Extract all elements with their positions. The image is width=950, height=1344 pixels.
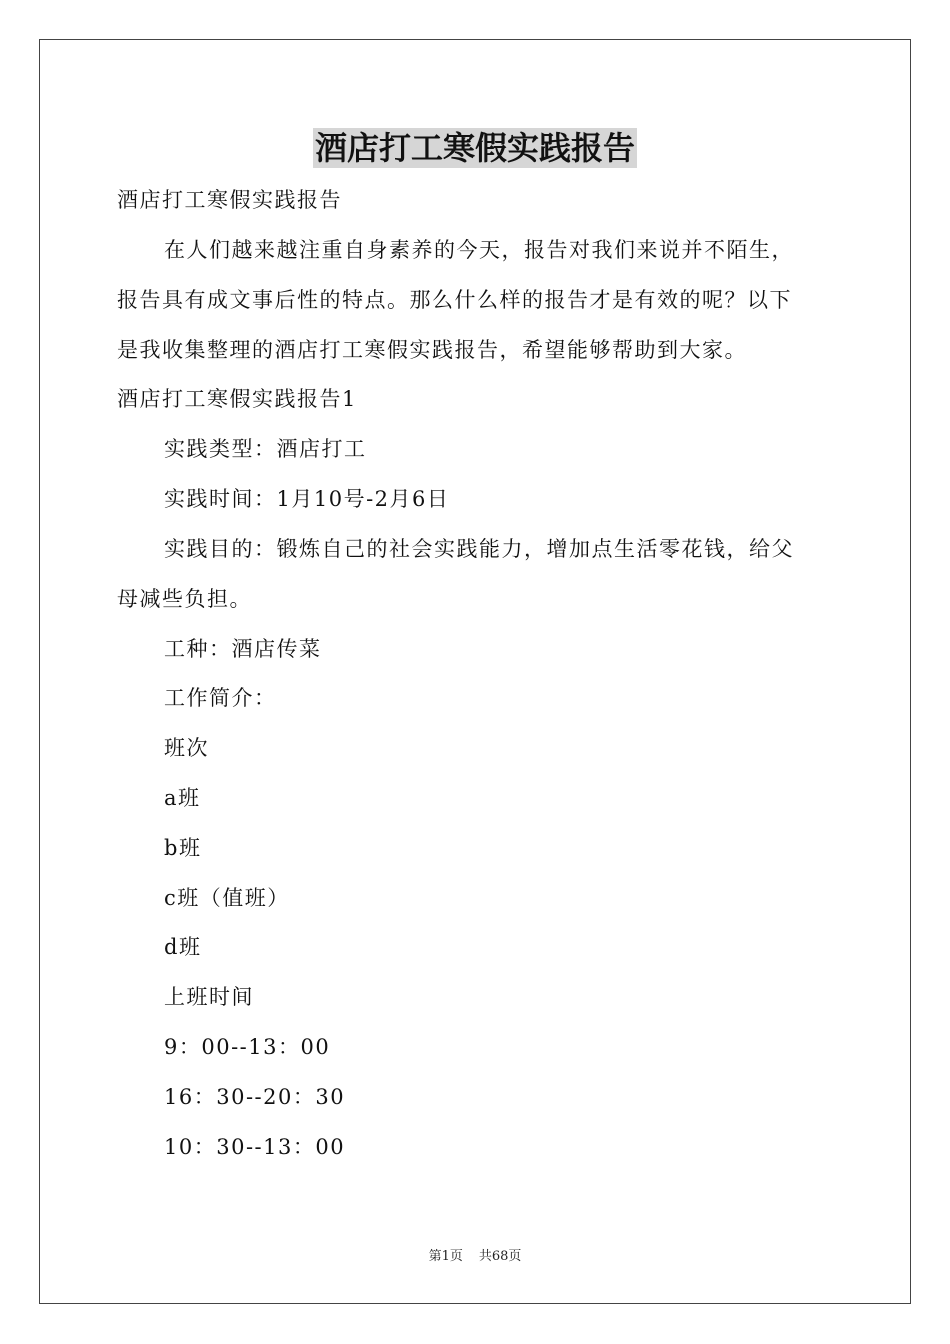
subtitle-line: 酒店打工寒假实践报告 (117, 188, 342, 212)
paragraph-line: c班（值班） (164, 886, 290, 910)
page-footer (0, 1247, 950, 1267)
paragraph-line: 16：30--20：30 (164, 1085, 346, 1109)
paragraph-line: 实践目的：锻炼自己的社会实践能力，增加点生活零花钱，给父 (164, 537, 794, 561)
paragraph-line: 9：00--13：00 (164, 1035, 331, 1059)
page-border (39, 39, 911, 1304)
paragraph-line: b班 (164, 836, 202, 860)
paragraph-line: 报告具有成文事后性的特点。那么什么样的报告才是有效的呢？以下 (117, 288, 792, 312)
paragraph-line: 实践时间：1月10号-2月6日 (164, 487, 450, 511)
paragraph-line: 上班时间 (164, 985, 254, 1009)
page-number: 第1页 (428, 1249, 463, 1264)
paragraph-line: a班 (164, 786, 201, 810)
paragraph-line: 10：30--13：00 (164, 1135, 346, 1159)
paragraph-line: 是我收集整理的酒店打工寒假实践报告，希望能够帮助到大家。 (117, 338, 747, 362)
page-total: 共68页 (478, 1249, 522, 1264)
paragraph-line: 工种：酒店传菜 (164, 637, 322, 661)
document-title: 酒店打工寒假实践报告 (314, 129, 635, 167)
paragraph-line: 班次 (164, 736, 209, 760)
paragraph-line: 在人们越来越注重自身素养的今天，报告对我们来说并不陌生， (164, 238, 794, 262)
paragraph-line: d班 (164, 935, 202, 959)
section-heading: 酒店打工寒假实践报告1 (117, 387, 357, 411)
paragraph-line: 实践类型：酒店打工 (164, 437, 367, 461)
paragraph-line: 工作简介： (164, 686, 277, 710)
title-container (0, 128, 950, 168)
paragraph-line: 母减些负担。 (117, 587, 252, 611)
